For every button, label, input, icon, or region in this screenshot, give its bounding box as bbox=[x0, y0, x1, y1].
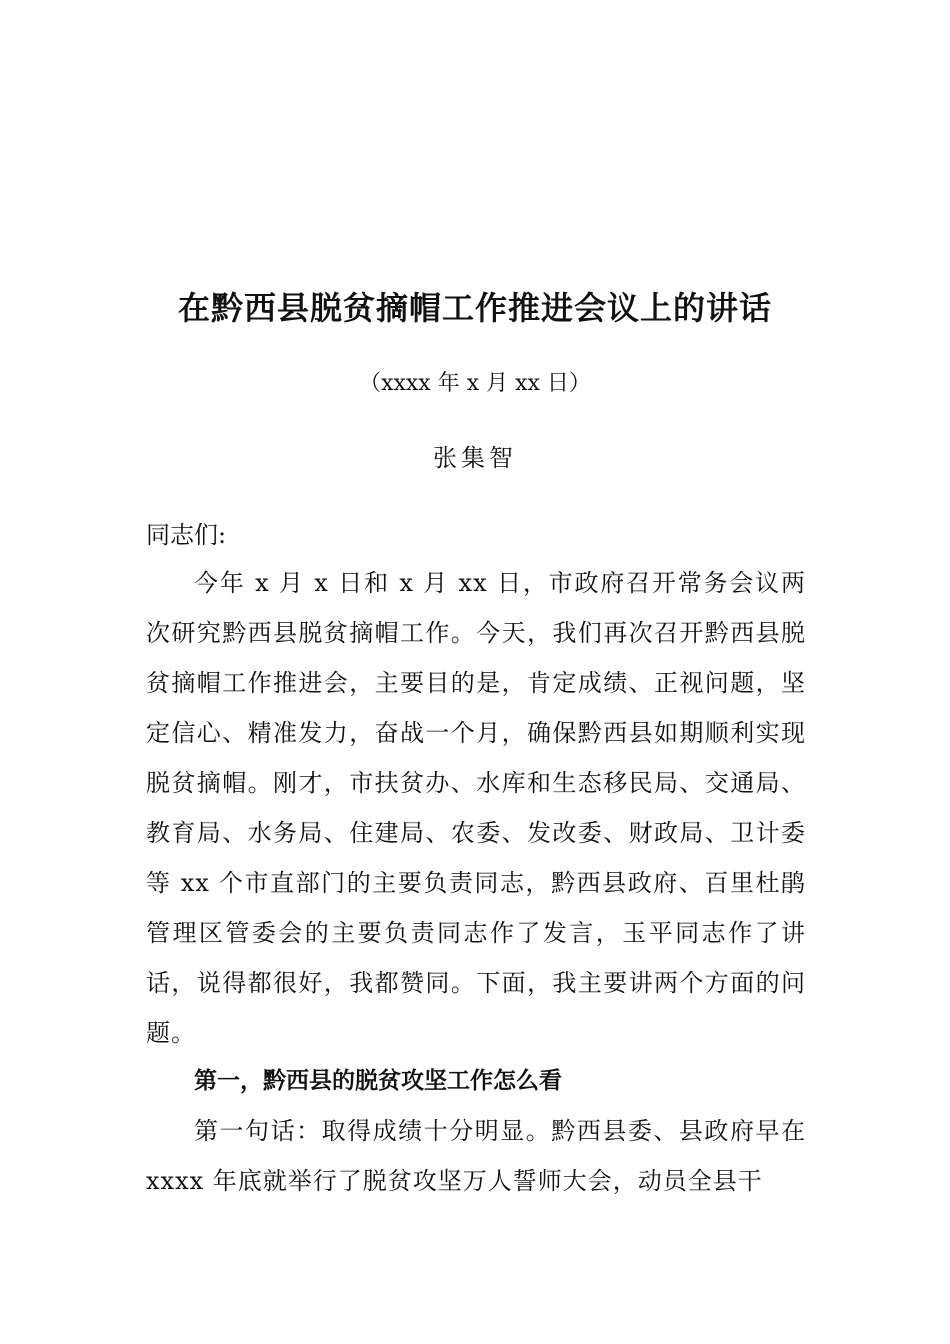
section-heading: 第一，黔西县的脱贫攻坚工作怎么看 bbox=[194, 1068, 562, 1094]
speaker-name: 张集智 bbox=[433, 444, 517, 472]
section-paragraph: 第一句话：取得成绩十分明显。黔西县委、县政府早在 xxxx 年底就举行了脱贫攻坚万人誓师大会，动员全县干 bbox=[146, 1117, 806, 1195]
document-title: 在黔西县脱贫摘帽工作推进会议上的讲话 bbox=[177, 289, 772, 327]
speech-date: （xxxx 年 x 月 xx 日） bbox=[359, 371, 591, 396]
salutation: 同志们: bbox=[146, 521, 227, 549]
opening-paragraph: 今年 x 月 x 日和 x 月 xx 日，市政府召开常务会议两次研究黔西县脱贫摘帽工作。今天，我们再次召开黔西县脱贫摘帽工作推进会，主要目的是，肯定成绩、正视问题，坚定信心、精准发力，奋战一个月，确保黔西县如期顺利实现脱贫摘帽。刚才，市扶贫办、水库和生态移民局、交通局、教育局、水务局、住建局、农委、发改委、财政局、卫计委等 xx 个市直部门的主要负责同志，黔西县政府、百里杜鹃管理区管委会的主要负责同志作了发言，玉平同志作了讲话，说得都很好，我都赞同。下面，我主要讲两个方面的问题。 bbox=[146, 569, 806, 1047]
